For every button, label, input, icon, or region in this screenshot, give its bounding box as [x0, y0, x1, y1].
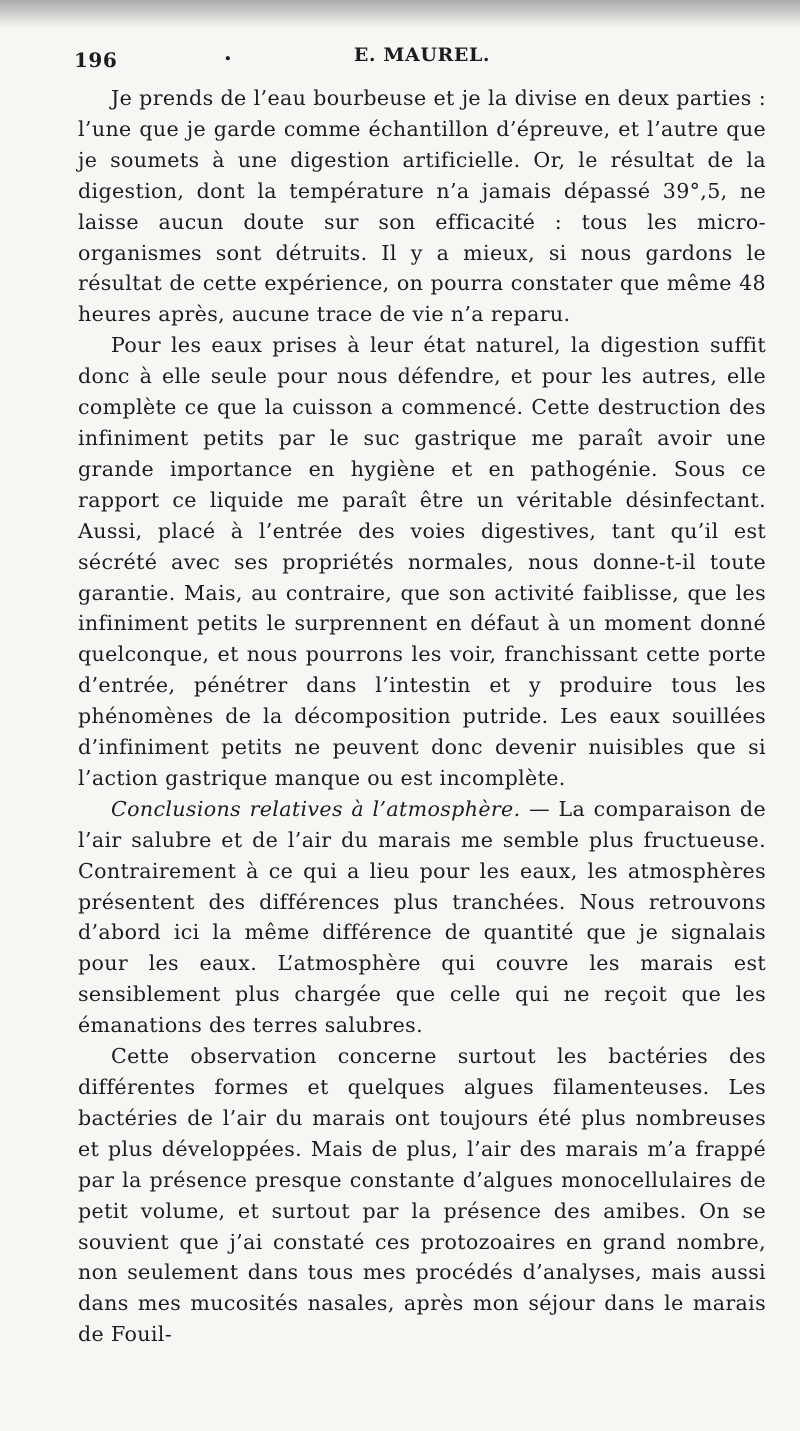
paragraph-2-text: Pour les eaux prises à leur état naturel, la digestion suffit donc à elle seule pour nous défendre, et pour les autres, elle complète ce que la cuisson a commencé. Cette destruction des infiniment petits par le suc gastrique me paraît avoir une grande importance en hygiène et en pathogénie. Sous ce rapport ce liquide me paraît être un véritable désinfectant. Aussi, placé à l’entrée des voies digestives, tant qu’il est sécrété avec ses propriétés normales, nous donne-t-il toute garantie. Mais, au contraire, que son activité faiblisse, que les infiniment petits le surprennent en défaut à un moment donné quelconque, et nous pourrons les voir, franchissant cette porte d’entrée, pénétrer dans l’intestin et y produire tous les phénomènes de la décomposition putride. Les eaux souillées d’infiniment petits ne peuvent donc devenir nuisibles que si l’action gastrique manque ou est incomplète. [78, 333, 766, 790]
section-lead-atmosphere: Conclusions relatives à l’atmosphère. [111, 796, 521, 821]
paragraph-1-text: Je prends de l’eau bourbeuse et je la divise en deux parties : l’une que je garde comme échantillon d’épreuve, et l’autre que je soumets à une digestion artificielle. Or, le résultat de la digestion, dont la température n’a jamais dépassé 39°,5, ne laisse aucun doute sur son efficacité : tous les micro-organismes sont détruits. Il y a mieux, si nous gardons le résultat de cette expérience, on pourra constater que même 48 heures après, aucune trace de vie n’a reparu. [78, 86, 766, 327]
book-page [74, 38, 766, 1350]
paragraph-3 [78, 794, 766, 1041]
page-header [74, 38, 766, 74]
paragraph-4-text: Cette observation concerne surtout les bactéries des différentes formes et quelques algues filamenteuses. Les bactéries de l’air du marais ont toujours été plus nombreuses et plus développées. Mais de plus, l’air des marais m’a frappé par la présence presque constante d’algues monocellulaires de petit volume, et surtout par la présence des amibes. On se souvient que j’ai constaté ces protozoaires en grand nombre, non seulement dans tous mes procédés d’analyses, mais aussi dans mes mucosités nasales, après mon séjour dans le marais de Fouil- [78, 1044, 766, 1347]
body-text [78, 83, 766, 1350]
page-number: 196 [74, 48, 118, 72]
running-head: E. MAUREL. [353, 44, 491, 66]
paragraph-3-text: — La comparaison de l’air salubre et de l’air du marais me semble plus fructueuse. Contrairement à ce qui a lieu pour les eaux, les atmosphères présentent des différences plus tranchées. Nous retrouvons d’abord ici la même différence de quantité que je signalais pour les eaux. L’atmosphère qui couvre les marais est sensiblement plus chargée que celle qui ne reçoit que les émanations des terres salubres. [78, 796, 766, 1038]
header-dot: . [224, 40, 232, 66]
paragraph-2 [78, 330, 766, 794]
paragraph-1 [78, 83, 766, 330]
paragraph-4 [78, 1041, 766, 1350]
scan-shadow [0, 0, 800, 28]
